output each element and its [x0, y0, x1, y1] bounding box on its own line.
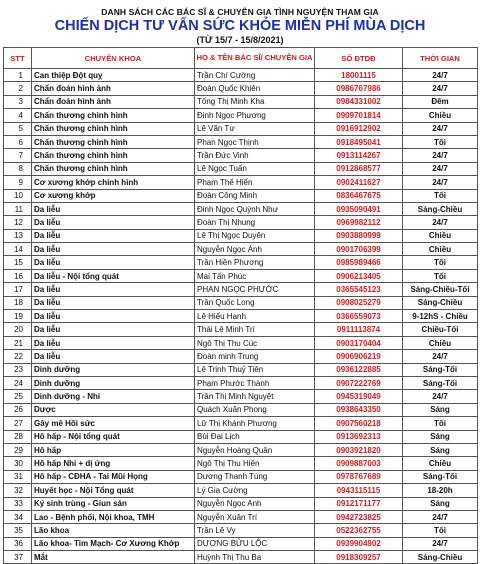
doctor-table	[3, 47, 478, 564]
phone-number-cell: 0909887003	[315, 457, 403, 470]
header-phone: SỐ ĐTDĐ	[315, 48, 403, 69]
availability-cell: 9-12hS - Chiều	[403, 310, 478, 323]
row-number: 5	[4, 122, 32, 135]
doctor-name-cell: Đoàn Thị Nhung	[195, 216, 315, 229]
specialty-cell: Mắt	[32, 551, 195, 564]
doctor-name-cell: Phan Ngọc Thịnh	[195, 135, 315, 148]
table-row	[4, 376, 478, 389]
table-row	[4, 256, 478, 269]
table-header-row	[4, 48, 478, 69]
specialty-cell: Da liễu	[32, 296, 195, 309]
doctor-name-cell: Bùi Đại Lịch	[195, 430, 315, 443]
row-number: 32	[4, 484, 32, 497]
availability-cell: Sáng-Chiều	[403, 296, 478, 309]
availability-cell: Chiều	[403, 229, 478, 242]
doctor-name-cell: Trần Hiền Phương	[195, 256, 315, 269]
row-number: 33	[4, 497, 32, 510]
table-row	[4, 417, 478, 430]
doctor-name-cell: Tống Thị Minh Kha	[195, 95, 315, 108]
table-row	[4, 350, 478, 363]
phone-number-cell: 0911113874	[315, 323, 403, 336]
row-number: 13	[4, 229, 32, 242]
availability-cell: Sáng	[403, 403, 478, 416]
availability-cell: 18-20h	[403, 484, 478, 497]
specialty-cell: Lão khoa- Tim Mạch- Cơ Xương Khớp	[32, 537, 195, 550]
table-row	[4, 430, 478, 443]
availability-cell: Sáng	[403, 430, 478, 443]
table-row	[4, 69, 478, 82]
specialty-cell: Dinh dưỡng	[32, 363, 195, 376]
phone-number-cell: 0522362755	[315, 524, 403, 537]
row-number: 1	[4, 69, 32, 82]
availability-cell: 24/7	[403, 176, 478, 189]
row-number: 2	[4, 82, 32, 95]
table-row	[4, 243, 478, 256]
row-number: 17	[4, 283, 32, 296]
phone-number-cell: 18001115	[315, 69, 403, 82]
specialty-cell: Ký sinh trùng - Giun sán	[32, 497, 195, 510]
header-stt: STT	[4, 48, 32, 69]
row-number: 6	[4, 135, 32, 148]
doctor-name-cell: Đoàn minh Trung	[195, 350, 315, 363]
phone-number-cell: 0984331002	[315, 95, 403, 108]
availability-cell: 24/7	[403, 149, 478, 162]
specialty-cell: Huyết học - Nội Tổng quát	[32, 484, 195, 497]
availability-cell: Chiều-Tối	[403, 323, 478, 336]
phone-number-cell: 0913114267	[315, 149, 403, 162]
availability-cell: Tối	[403, 417, 478, 430]
row-number: 21	[4, 336, 32, 349]
specialty-cell: Da liễu	[32, 336, 195, 349]
availability-cell: Sáng-Chiều-Tối	[403, 283, 478, 296]
doctor-name-cell: Đinh Ngọc Quỳnh Như	[195, 202, 315, 215]
doctor-name-cell: Phạm Thế Hiển	[195, 176, 315, 189]
phone-number-cell: 0902411627	[315, 176, 403, 189]
phone-number-cell: 0986767986	[315, 82, 403, 95]
doctor-name-cell: Trần Chí Cường	[195, 69, 315, 82]
doctor-name-cell: Lê Văn Tư	[195, 122, 315, 135]
specialty-cell: Da liễu	[32, 243, 195, 256]
table-row	[4, 336, 478, 349]
specialty-cell: Chấn thương chỉnh hình	[32, 135, 195, 148]
specialty-cell: Da liễu	[32, 310, 195, 323]
row-number: 23	[4, 363, 32, 376]
row-number: 15	[4, 256, 32, 269]
campaign-title: CHIẾN DỊCH TƯ VẤN SỨC KHỎE MIỄN PHÍ MÙA DỊCH	[54, 18, 426, 34]
table-row	[4, 202, 478, 215]
specialty-cell: Cơ xương khớp	[32, 189, 195, 202]
phone-number-cell: 0912868577	[315, 162, 403, 175]
phone-number-cell: 0901706399	[315, 243, 403, 256]
table-row	[4, 363, 478, 376]
row-number: 22	[4, 350, 32, 363]
phone-number-cell: 0913692313	[315, 430, 403, 443]
row-number: 24	[4, 376, 32, 389]
table-row	[4, 524, 478, 537]
phone-number-cell: 0985989466	[315, 256, 403, 269]
table-row	[4, 122, 478, 135]
phone-number-cell: 0918309257	[315, 551, 403, 564]
row-number: 29	[4, 443, 32, 456]
doctor-name-cell: Trần Quốc Long	[195, 296, 315, 309]
phone-number-cell: 0938643350	[315, 403, 403, 416]
specialty-cell: Chẩn đoán hình ảnh	[32, 95, 195, 108]
availability-cell: Chiều	[403, 457, 478, 470]
row-number: 37	[4, 551, 32, 564]
doctor-name-cell: Đoàn Quốc Khiên	[195, 82, 315, 95]
phone-number-cell: 0936122885	[315, 363, 403, 376]
specialty-cell: Hô hấp - CĐHA - Tai Mũi Họng	[32, 470, 195, 483]
row-number: 25	[4, 390, 32, 403]
doctor-name-cell: Ngô Thị Thu Hiền	[195, 457, 315, 470]
doctor-name-cell: Trần Lê Vy	[195, 524, 315, 537]
doctor-name-cell: Đoàn Công Minh	[195, 189, 315, 202]
specialty-cell: Da liễu - Nội tổng quát	[32, 269, 195, 282]
specialty-cell: Da liễu	[32, 256, 195, 269]
availability-cell: 24/7	[403, 510, 478, 523]
row-number: 9	[4, 176, 32, 189]
table-row	[4, 484, 478, 497]
specialty-cell: Lao - Bệnh phổi, Nội khoa, TMH	[32, 510, 195, 523]
availability-cell: Sáng-Tối	[403, 363, 478, 376]
table-row	[4, 296, 478, 309]
availability-cell: Tối	[403, 524, 478, 537]
doctor-name-cell: Nguyễn Hoàng Quân	[195, 443, 315, 456]
phone-number-cell: 0918495041	[315, 135, 403, 148]
phone-number-cell: 0916912902	[315, 122, 403, 135]
table-row	[4, 109, 478, 122]
phone-number-cell: 0903880999	[315, 229, 403, 242]
phone-number-cell: 0939904902	[315, 537, 403, 550]
doctor-name-cell: Nguyễn Xuân Trí	[195, 510, 315, 523]
availability-cell: Chiều	[403, 109, 478, 122]
doctor-name-cell: Thái Lê Minh Trí	[195, 323, 315, 336]
doctor-list-page	[0, 7, 480, 562]
availability-cell: 24/7	[403, 350, 478, 363]
specialty-cell: Dinh dưỡng - Nhi	[32, 390, 195, 403]
table-body	[4, 69, 478, 564]
table-row	[4, 135, 478, 148]
table-row	[4, 95, 478, 108]
row-number: 26	[4, 403, 32, 416]
availability-cell: Sáng-Tối	[403, 376, 478, 389]
row-number: 12	[4, 216, 32, 229]
table-row	[4, 149, 478, 162]
table-row	[4, 537, 478, 550]
phone-number-cell: 0903921820	[315, 443, 403, 456]
doctor-name-cell: Phạm Phước Thành	[195, 376, 315, 389]
specialty-cell: Da liễu	[32, 350, 195, 363]
phone-number-cell: 0935090491	[315, 202, 403, 215]
doctor-name-cell: Lê Thị Ngọc Duyên	[195, 229, 315, 242]
availability-cell: Sáng	[403, 443, 478, 456]
phone-number-cell: 0943115115	[315, 484, 403, 497]
specialty-cell: Lão khoa	[32, 524, 195, 537]
row-number: 10	[4, 189, 32, 202]
table-row	[4, 82, 478, 95]
specialty-cell: Da liễu	[32, 323, 195, 336]
phone-number-cell: 0907222769	[315, 376, 403, 389]
specialty-cell: Hô hấp Nhi + dị ứng	[32, 457, 195, 470]
doctor-name-cell: Lữ Thị Khánh Phương	[195, 417, 315, 430]
row-number: 16	[4, 269, 32, 282]
row-number: 36	[4, 537, 32, 550]
phone-number-cell: 0912171177	[315, 497, 403, 510]
specialty-cell: Dinh dưỡng	[32, 376, 195, 389]
header-time: THỜI GIAN	[403, 48, 478, 69]
phone-number-cell: 0906213405	[315, 269, 403, 282]
specialty-cell: Da liễu	[32, 202, 195, 215]
availability-cell: 24/7	[403, 537, 478, 550]
table-row	[4, 323, 478, 336]
availability-cell: 24/7	[403, 122, 478, 135]
availability-cell: Sáng-Tối	[403, 470, 478, 483]
availability-cell: Tối	[403, 256, 478, 269]
table-row	[4, 403, 478, 416]
availability-cell: 24/7	[403, 69, 478, 82]
header-doctor-name: HỌ & TÊN BÁC SĨ/ CHUYÊN GIA	[195, 48, 315, 69]
table-row	[4, 189, 478, 202]
table-row	[4, 443, 478, 456]
phone-number-cell: 0978767689	[315, 470, 403, 483]
phone-number-cell: 0836467675	[315, 189, 403, 202]
specialty-cell: Gây mê Hồi sức	[32, 417, 195, 430]
table-row	[4, 269, 478, 282]
date-range: (TỪ 15/7 - 15/8/2021)	[196, 35, 284, 45]
row-number: 30	[4, 457, 32, 470]
doctor-name-cell: Đinh Ngọc Phương	[195, 109, 315, 122]
availability-cell: Sáng-Chiều	[403, 551, 478, 564]
row-number: 34	[4, 510, 32, 523]
row-number: 35	[4, 524, 32, 537]
specialty-cell: Dược	[32, 403, 195, 416]
row-number: 20	[4, 323, 32, 336]
specialty-cell: Cơ xương khớp chỉnh hình	[32, 176, 195, 189]
phone-number-cell: 0909701814	[315, 109, 403, 122]
phone-number-cell: 0907560218	[315, 417, 403, 430]
row-number: 11	[4, 202, 32, 215]
availability-cell: Sáng	[403, 497, 478, 510]
specialty-cell: Da liễu	[32, 283, 195, 296]
phone-number-cell: 0969982112	[315, 216, 403, 229]
specialty-cell: Chấn thương chỉnh hình	[32, 149, 195, 162]
doctor-name-cell: Lý Gia Cường	[195, 484, 315, 497]
doctor-name-cell: PHAN NGỌC PHƯỚC	[195, 283, 315, 296]
availability-cell: Tối	[403, 189, 478, 202]
specialty-cell: Chấn thương chỉnh hình	[32, 122, 195, 135]
specialty-cell: Hô hấp	[32, 443, 195, 456]
document-heading: DANH SÁCH CÁC BÁC SĨ & CHUYÊN GIA TÌNH NGUYỆN THAM GIA	[101, 7, 379, 17]
phone-number-cell: 0903170404	[315, 336, 403, 349]
phone-number-cell: 0942723825	[315, 510, 403, 523]
doctor-name-cell: Huỳnh Thị Thu Ba	[195, 551, 315, 564]
specialty-cell: Da liễu	[32, 216, 195, 229]
table-row	[4, 551, 478, 564]
table-row	[4, 390, 478, 403]
phone-number-cell: 0366559073	[315, 310, 403, 323]
row-number: 8	[4, 162, 32, 175]
availability-cell: 24/7	[403, 390, 478, 403]
table-row	[4, 310, 478, 323]
availability-cell: 24/7	[403, 162, 478, 175]
specialty-cell: Da liễu	[32, 229, 195, 242]
doctor-name-cell: Trần Thị Minh Nguyệt	[195, 390, 315, 403]
doctor-name-cell: Lê Hiếu Hạnh	[195, 310, 315, 323]
table-row	[4, 176, 478, 189]
phone-number-cell: 0365545123	[315, 283, 403, 296]
row-number: 31	[4, 470, 32, 483]
phone-number-cell: 0908025279	[315, 296, 403, 309]
doctor-name-cell: Lê Ngọc Tuấn	[195, 162, 315, 175]
row-number: 14	[4, 243, 32, 256]
availability-cell: 24/7	[403, 82, 478, 95]
doctor-name-cell: Dương Thanh Tùng	[195, 470, 315, 483]
row-number: 18	[4, 296, 32, 309]
availability-cell: Đêm	[403, 95, 478, 108]
availability-cell: Tối	[403, 269, 478, 282]
doctor-name-cell: Lê Trịnh Thuỷ Tiên	[195, 363, 315, 376]
specialty-cell: Can thiệp Đột quỵ	[32, 69, 195, 82]
availability-cell: Tối	[403, 135, 478, 148]
specialty-cell: Chẩn đoán hình ảnh	[32, 82, 195, 95]
row-number: 7	[4, 149, 32, 162]
specialty-cell: Chấn thương chỉnh hình	[32, 162, 195, 175]
table-row	[4, 283, 478, 296]
table-row	[4, 497, 478, 510]
availability-cell: Chiều	[403, 243, 478, 256]
row-number: 4	[4, 109, 32, 122]
table-row	[4, 216, 478, 229]
availability-cell: 24/7	[403, 216, 478, 229]
doctor-name-cell: Quách Xuân Phong	[195, 403, 315, 416]
table-row	[4, 457, 478, 470]
row-number: 3	[4, 95, 32, 108]
availability-cell: Sáng-Chiều	[403, 202, 478, 215]
specialty-cell: Chấn thương chỉnh hình	[32, 109, 195, 122]
doctor-name-cell: Nguyễn Ngọc Anh	[195, 497, 315, 510]
row-number: 28	[4, 430, 32, 443]
availability-cell: Chiều	[403, 336, 478, 349]
phone-number-cell: 0906906219	[315, 350, 403, 363]
row-number: 19	[4, 310, 32, 323]
table-row	[4, 510, 478, 523]
header-specialty: CHUYÊN KHOA	[32, 48, 195, 69]
doctor-name-cell: Ngô Thị Thu Cúc	[195, 336, 315, 349]
phone-number-cell: 0945319049	[315, 390, 403, 403]
doctor-name-cell: DƯƠNG BỬU LỘC	[195, 537, 315, 550]
table-row	[4, 229, 478, 242]
doctor-name-cell: Trần Đức Vinh	[195, 149, 315, 162]
specialty-cell: Hô hấp - Nội tổng quát	[32, 430, 195, 443]
doctor-name-cell: Mai Tấn Phúc	[195, 269, 315, 282]
doctor-name-cell: Nguyễn Ngọc Ánh	[195, 243, 315, 256]
row-number: 27	[4, 417, 32, 430]
table-row	[4, 470, 478, 483]
table-row	[4, 162, 478, 175]
